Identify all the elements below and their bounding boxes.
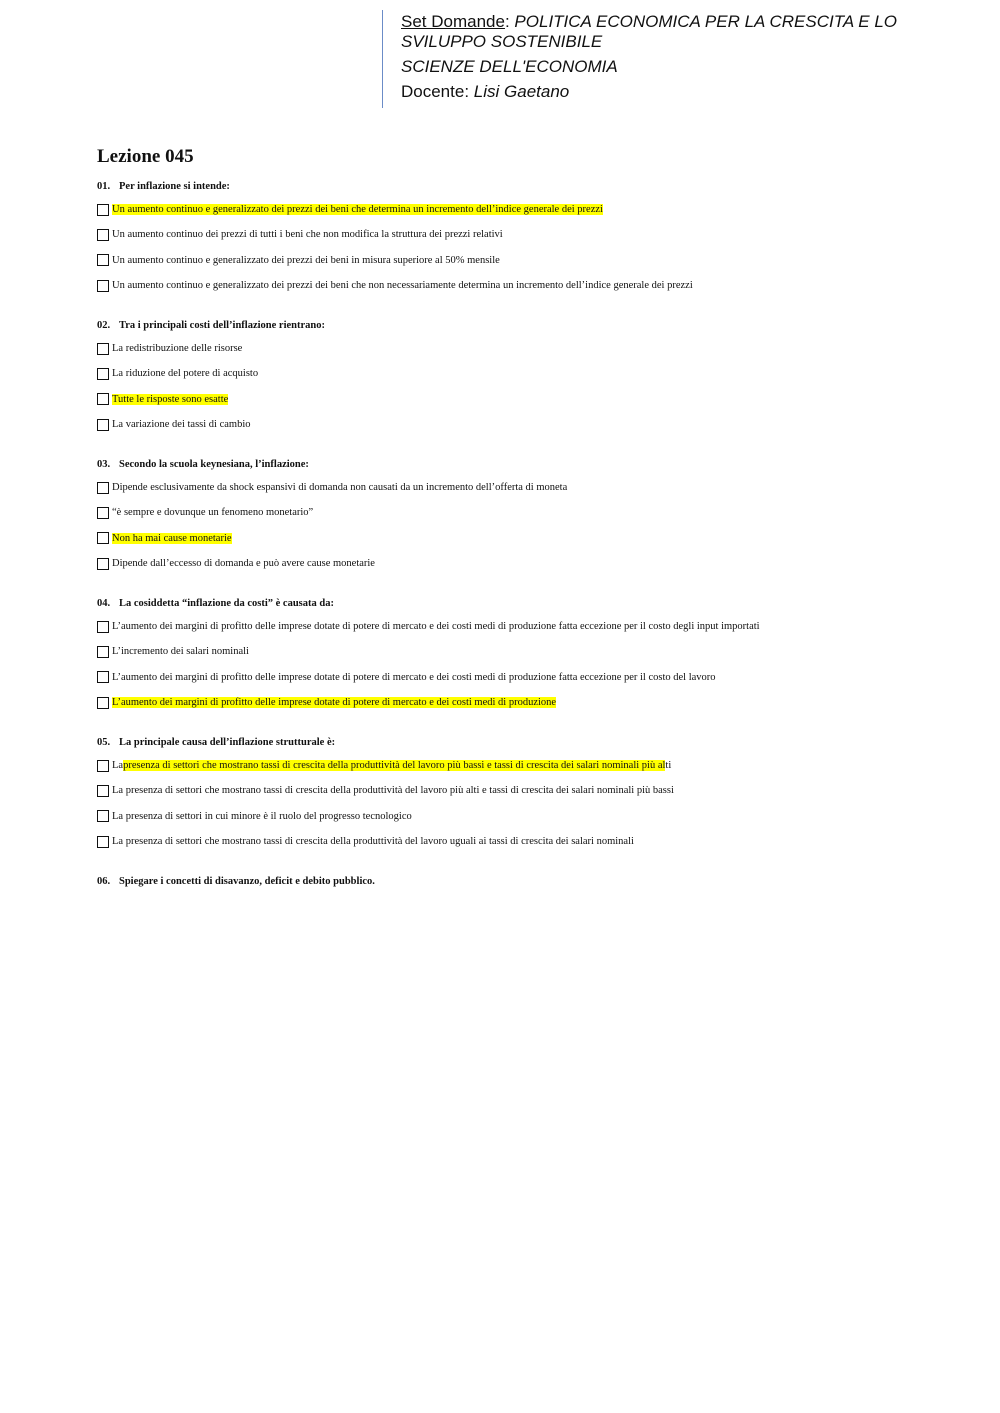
question-number: 05.	[97, 737, 111, 748]
option-text: La presenza di settori che mostrano tassi di crescita della produttività del lavoro uguali ai tassi di crescita dei salari nominali	[112, 836, 634, 848]
course-title-line-2	[401, 32, 961, 52]
question-number: 03.	[97, 459, 111, 470]
option-text: La presenza di settori che mostrano tassi di crescita della produttività del lavoro più alti e tassi di crescita dei salari nominali più bassi	[112, 785, 674, 797]
option-text: L’incremento dei salari nominali	[112, 646, 249, 658]
checkbox[interactable]	[97, 507, 109, 519]
checkbox[interactable]	[97, 671, 109, 683]
answer-option[interactable]	[97, 387, 977, 412]
option-text: Un aumento continuo e generalizzato dei prezzi dei beni che non necessariamente determina un incremento dell’indice generale dei prezzi	[112, 280, 693, 292]
answer-option[interactable]	[97, 336, 977, 361]
question-text: Tra i principali costi dell’inflazione rientrano:	[119, 320, 325, 331]
option-text: Non ha mai cause monetarie	[112, 532, 232, 544]
question-number: 04.	[97, 598, 111, 609]
answer-option[interactable]	[97, 690, 977, 715]
question-number: 06.	[97, 876, 111, 887]
option-text-highlight: presenza di settori che mostrano tassi di crescita della produttività del lavoro più bassi e tassi di crescita dei salari nominali più al	[123, 760, 666, 772]
option-text: L’aumento dei margini di profitto delle imprese dotate di potere di mercato e dei costi medi di produzione fatta eccezione per il costo del lavoro	[112, 671, 716, 683]
option-text: La variazione dei tassi di cambio	[112, 419, 251, 431]
question-05	[97, 736, 977, 854]
question-text: La principale causa dell’inflazione strutturale è:	[119, 737, 336, 748]
checkbox[interactable]	[97, 419, 109, 431]
checkbox[interactable]	[97, 482, 109, 494]
question-number: 02.	[97, 320, 111, 331]
answer-option[interactable]	[97, 829, 977, 854]
question-title	[97, 458, 977, 472]
course-title	[401, 12, 961, 32]
question-03	[97, 458, 977, 576]
checkbox[interactable]	[97, 621, 109, 633]
question-title	[97, 180, 977, 194]
checkbox[interactable]	[97, 229, 109, 241]
option-text: Tutte le risposte sono esatte	[112, 393, 229, 405]
answer-option[interactable]	[97, 475, 977, 500]
answer-option[interactable]	[97, 273, 977, 298]
checkbox[interactable]	[97, 760, 109, 772]
question-title	[97, 319, 977, 333]
option-text: Dipende dall’eccesso di domanda e può avere cause monetarie	[112, 558, 375, 570]
teacher-name: Lisi Gaetano	[473, 82, 570, 101]
option-text: Un aumento continuo e generalizzato dei prezzi dei beni in misura superiore al 50% mensile	[112, 254, 500, 266]
answer-option[interactable]	[97, 665, 977, 690]
answer-option[interactable]	[97, 804, 977, 829]
answer-option[interactable]	[97, 361, 977, 386]
course-line-2: SVILUPPO SOSTENIBILE	[401, 32, 603, 51]
checkbox[interactable]	[97, 343, 109, 355]
checkbox[interactable]	[97, 810, 109, 822]
lesson-title: Lezione 045	[97, 146, 194, 167]
question-text: La cosiddetta “inflazione da costi” è causata da:	[119, 598, 334, 609]
checkbox[interactable]	[97, 532, 109, 544]
option-text: L’aumento dei margini di profitto delle imprese dotate di potere di mercato e dei costi medi di produzione fatta eccezione per il costo degli input importati	[112, 621, 760, 633]
teacher-label: Docente:	[401, 82, 470, 101]
checkbox[interactable]	[97, 785, 109, 797]
checkbox[interactable]	[97, 697, 109, 709]
question-title	[97, 597, 977, 611]
course-line-1: POLITICA ECONOMICA PER LA CRESCITA E LO	[514, 12, 897, 31]
set-colon: :	[504, 12, 510, 31]
answer-option[interactable]	[97, 197, 977, 222]
checkbox[interactable]	[97, 204, 109, 216]
document-header	[382, 10, 961, 108]
answer-option[interactable]	[97, 222, 977, 247]
option-text: La riduzione del potere di acquisto	[112, 368, 259, 380]
answer-option[interactable]	[97, 639, 977, 664]
question-number: 01.	[97, 181, 111, 192]
option-text-after: ti	[665, 760, 672, 772]
checkbox[interactable]	[97, 254, 109, 266]
option-text: “è sempre e dovunque un fenomeno monetario”	[112, 507, 314, 519]
question-title	[97, 875, 977, 889]
answer-option[interactable]	[97, 614, 977, 639]
option-text: Dipende esclusivamente da shock espansivi di domanda non causati da un incremento dell’offerta di moneta	[112, 482, 568, 494]
answer-option[interactable]	[97, 412, 977, 437]
checkbox[interactable]	[97, 368, 109, 380]
option-text-before: La	[112, 760, 124, 772]
checkbox[interactable]	[97, 280, 109, 292]
set-label: Set Domande	[401, 12, 505, 31]
answer-option[interactable]	[97, 778, 977, 803]
option-text: La redistribuzione delle risorse	[112, 343, 243, 355]
question-text: Per inflazione si intende:	[119, 181, 230, 192]
question-01	[97, 180, 977, 298]
question-02	[97, 319, 977, 437]
faculty	[401, 57, 961, 77]
answer-option[interactable]	[97, 551, 977, 576]
question-title	[97, 736, 977, 750]
answer-option[interactable]	[97, 753, 977, 778]
question-04	[97, 597, 977, 715]
answer-option[interactable]	[97, 248, 977, 273]
teacher	[401, 82, 961, 102]
question-text: Secondo la scuola keynesiana, l’inflazione:	[119, 459, 309, 470]
question-text: Spiegare i concetti di disavanzo, deficit e debito pubblico.	[119, 876, 375, 887]
checkbox[interactable]	[97, 393, 109, 405]
option-text: Un aumento continuo e generalizzato dei prezzi dei beni che determina un incremento dell’indice generale dei prezzi	[112, 204, 603, 216]
question-06	[97, 875, 977, 889]
faculty-name: SCIENZE DELL'ECONOMIA	[401, 57, 618, 76]
option-text: Un aumento continuo dei prezzi di tutti i beni che non modifica la struttura dei prezzi relativi	[112, 229, 503, 241]
checkbox[interactable]	[97, 836, 109, 848]
answer-option[interactable]	[97, 500, 977, 525]
answer-option[interactable]	[97, 526, 977, 551]
checkbox[interactable]	[97, 646, 109, 658]
option-text: L’aumento dei margini di profitto delle imprese dotate di potere di mercato e dei costi medi di produzione	[112, 697, 557, 709]
option-text: La presenza di settori in cui minore è il ruolo del progresso tecnologico	[112, 810, 412, 822]
checkbox[interactable]	[97, 558, 109, 570]
